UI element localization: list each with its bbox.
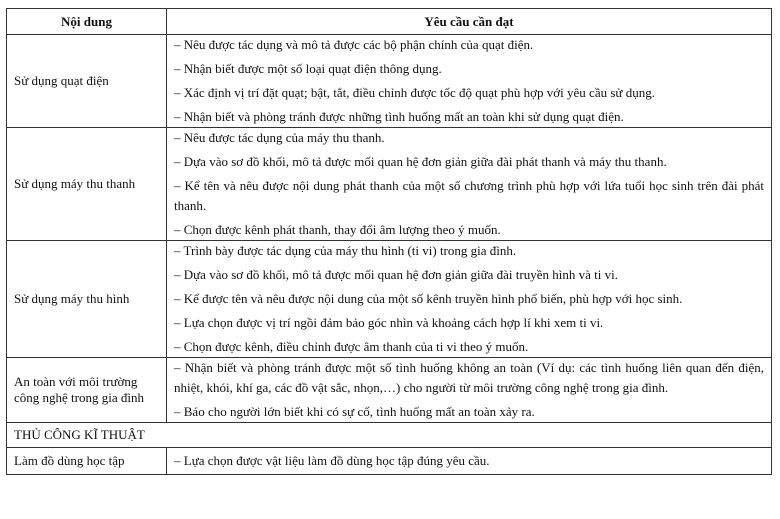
table-row bbox=[7, 128, 772, 241]
topic-cell: Sử dụng máy thu hình bbox=[7, 241, 167, 358]
requirements-cell bbox=[167, 35, 772, 128]
requirement-item: – Chọn được kênh phát thanh, thay đổi âm lượng theo ý muốn. bbox=[174, 222, 501, 237]
section-row bbox=[7, 423, 772, 448]
requirements-cell bbox=[167, 128, 772, 241]
table-row bbox=[7, 35, 772, 128]
requirement-item: – Nhận biết và phòng tránh được những tình huống mất an toàn khi sử dụng quạt điện. bbox=[174, 109, 624, 124]
table-row bbox=[7, 241, 772, 358]
requirement-item: – Lựa chọn được vật liệu làm đồ dùng học tập đúng yêu cầu. bbox=[167, 448, 772, 475]
table-row bbox=[7, 358, 772, 423]
requirement-item: – Dựa vào sơ đồ khối, mô tả được mối quan hệ đơn giản giữa đài phát thanh và máy thu thanh. bbox=[174, 154, 667, 169]
requirement-item: – Nhận biết được một số loại quạt điện thông dụng. bbox=[174, 61, 442, 76]
section-title: THỦ CÔNG KĨ THUẬT bbox=[7, 423, 772, 448]
requirement-item: – Nhận biết và phòng tránh được một số tình huống không an toàn (Ví dụ: các tình huống liên quan đến điện, nhiệt, khói, khí ga, các đồ vật sắc, nhọn,…) cho người từ môi trường công nghệ trong gia đình. bbox=[174, 360, 764, 395]
curriculum-table bbox=[6, 8, 772, 475]
requirements-cell bbox=[167, 358, 772, 423]
requirement-item: – Dựa vào sơ đồ khối, mô tả được mối quan hệ đơn giản giữa đài truyền hình và ti vi. bbox=[174, 267, 618, 282]
topic-cell: Làm đồ dùng học tập bbox=[7, 448, 167, 475]
requirement-item: – Nêu được tác dụng của máy thu thanh. bbox=[174, 130, 385, 145]
requirement-item: – Báo cho người lớn biết khi có sự cố, tình huống mất an toàn xảy ra. bbox=[174, 404, 535, 419]
table-header-row bbox=[7, 9, 772, 35]
requirement-item: – Kể tên và nêu được nội dung phát thanh của một số chương trình phù hợp với lứa tuổi học sinh trên đài phát thanh. bbox=[174, 178, 764, 213]
requirement-item: – Nêu được tác dụng và mô tả được các bộ phận chính của quạt điện. bbox=[174, 37, 534, 52]
requirement-item: – Xác định vị trí đặt quạt; bật, tắt, điều chỉnh được tốc độ quạt phù hợp với yêu cầu sử dụng. bbox=[174, 85, 655, 100]
requirement-item: – Lựa chọn được vị trí ngồi đảm bảo góc nhìn và khoảng cách hợp lí khi xem ti vi. bbox=[174, 315, 604, 330]
header-requirements: Yêu cầu cần đạt bbox=[167, 9, 772, 35]
topic-cell: Sử dụng quạt điện bbox=[7, 35, 167, 128]
topic-cell: Sử dụng máy thu thanh bbox=[7, 128, 167, 241]
table-row bbox=[7, 448, 772, 475]
requirement-item: – Trình bày được tác dụng của máy thu hình (ti vi) trong gia đình. bbox=[174, 243, 517, 258]
requirement-item: – Kể được tên và nêu được nội dung của một số kênh truyền hình phổ biến, phù hợp với học sinh. bbox=[174, 291, 683, 306]
requirement-item: – Chọn được kênh, điều chỉnh được âm thanh của ti vi theo ý muốn. bbox=[174, 339, 529, 354]
header-content: Nội dung bbox=[7, 9, 167, 35]
topic-cell: An toàn với môi trường công nghệ trong gia đình bbox=[7, 358, 167, 423]
requirements-cell bbox=[167, 241, 772, 358]
